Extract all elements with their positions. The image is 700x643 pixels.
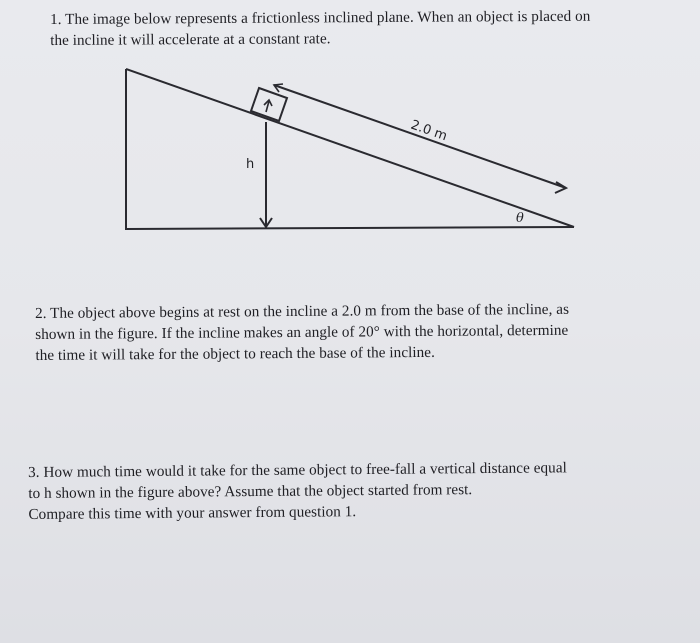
length-label: 2.0 m [408,117,450,145]
question-2-line-1: 2. The object above begins at rest on the incline a 2.0 m from the base of the incline, as [35,300,570,322]
question-1-line-2: the incline it will accelerate at a constant rate. [50,30,331,49]
inclined-plane-diagram [0,0,700,300]
question-2-line-2: shown in the figure. If the incline makes an angle of 20° with the horizontal, determine [35,321,569,343]
question-3-text [28,456,684,525]
question-3-line-1: 3. How much time would it take for the same object to free-fall a vertical distance equal [28,459,567,481]
block [251,88,287,121]
question-1-line-1: 1. The image below represents a frictionless inclined plane. When an object is placed on [50,7,591,28]
angle-label: θ [516,211,524,226]
question-3-line-3: Compare this time with your answer from question 1. [28,503,357,523]
question-2-text [35,298,675,366]
height-label: h [246,157,255,172]
triangle-base [125,227,574,229]
question-2-line-3: the time it will take for the object to reach the base of the incline. [35,343,435,364]
question-3-line-2: to h shown in the figure above? Assume that the object started from rest. [28,481,473,502]
incline-surface [126,69,574,227]
